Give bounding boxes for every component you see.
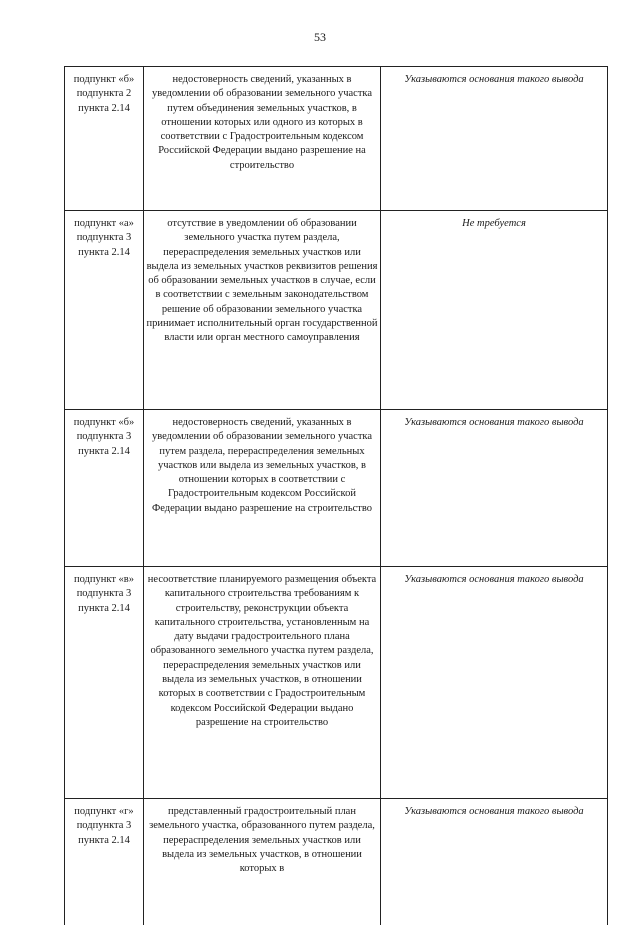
table-row [65, 799, 608, 925]
clause-reference: подпункт «а» подпункта 3 пункта 2.14 [65, 211, 144, 410]
explanation-note: Указываются основания такого вывода [381, 799, 608, 925]
refusal-ground: несоответствие планируемого размещения объекта капитального строительства требованиям к строительству, реконструкции объекта капитального строительства, установленным на дату выдачи градостроительного плана образованного земельного участка путем раздела, перераспределения земельных участков или выдела из земельных участков, в отношении которых в соответствии с Градостроительным кодексом Российской Федерации выдано разрешение на строительство [144, 567, 381, 799]
table-row [65, 67, 608, 211]
refusal-ground: представленный градостроительный план земельного участка, образованного путем раздела, перераспределения земельных участков или выдела из земельных участков, в отношении которых в [144, 799, 381, 925]
table-row [65, 567, 608, 799]
table-row [65, 410, 608, 567]
clause-reference: подпункт «г» подпункта 3 пункта 2.14 [65, 799, 144, 925]
grounds-table [64, 66, 608, 925]
page-number: 53 [0, 30, 640, 45]
clause-reference: подпункт «б» подпункта 2 пункта 2.14 [65, 67, 144, 211]
explanation-note: Указываются основания такого вывода [381, 567, 608, 799]
explanation-note: Не требуется [381, 211, 608, 410]
clause-reference: подпункт «в» подпункта 3 пункта 2.14 [65, 567, 144, 799]
refusal-ground: недостоверность сведений, указанных в уведомлении об образовании земельного участка путем объединения земельных участков, в отношении которых или одного из которых в соответствии с Градостроительным кодексом Российской Федерации выдано разрешение на строительство [144, 67, 381, 211]
explanation-note: Указываются основания такого вывода [381, 410, 608, 567]
explanation-note: Указываются основания такого вывода [381, 67, 608, 211]
refusal-ground: отсутствие в уведомлении об образовании земельного участка путем раздела, перераспределения земельных участков или выдела из земельных участков реквизитов решения об образовании земельных участков в случае, если в соответствии с земельным законодательством решение об образовании земельного участка принимает исполнительный орган государственной власти или орган местного самоуправления [144, 211, 381, 410]
refusal-ground: недостоверность сведений, указанных в уведомлении об образовании земельного участка путем раздела, перераспределения земельных участков или выдела из земельных участков, в отношении которых в соответствии с Градостроительным кодексом Российской Федерации выдано разрешение на строительство [144, 410, 381, 567]
clause-reference: подпункт «б» подпункта 3 пункта 2.14 [65, 410, 144, 567]
table-row [65, 211, 608, 410]
